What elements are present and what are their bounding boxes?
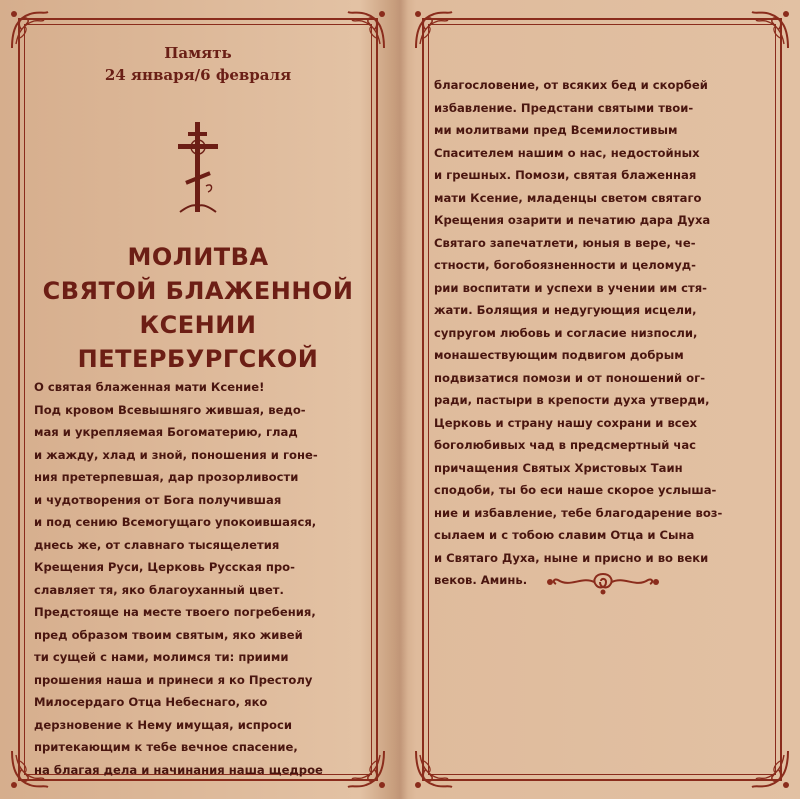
- memory-heading: [8, 42, 388, 86]
- title-line: СВЯТОЙ БЛАЖЕННОЙ: [42, 277, 354, 305]
- orthodox-cross-icon: [174, 120, 222, 216]
- title-line: МОЛИТВА: [127, 243, 269, 271]
- prayer-text-right: благословение, от всяких бед и скорбей избавление. Предстани святыми твои- ми молитвами пред Всемилостивым Спасителем нашим о нас, недостойных и грешных. Помози, святая блаженная мати Ксение, младенцы светом святаго Крещения озарити и печатию дара Духа Святаго запечатлети, юныя в вере, че- стности, богобоязненности и целомуд- рии воспитати и успехи в учении им стя- жати. Болящия и недугующия исцели, супругом любовь и согласие низпосли, монашествующим подвигом добрым подвизатися помози и от поношений ог- ради, пастыри в крепости духа утверди, Церковь и страну нашу сохрани и всех боголюбивых чад в предсмертный час причащения Святых Христовых Таин сподоби, ты бо еси наше скорое услыша- ние и избавление, тебе благодарение воз- сылаем и с тобою славим Отца и Сына и Святаго Духа, ныне и присно и во веки веков. Аминь.: [434, 78, 723, 587]
- left-page: [8, 8, 388, 791]
- scroll-ornament-icon: [546, 568, 660, 596]
- book-gutter: [392, 0, 408, 799]
- prayer-text-left: О святая блаженная мати Ксение! Под кровом Всевышняго жившая, ведо- мая и укрепляемая Богоматерию, глад и жажду, хлад и зной, поношения и гоне- ния претерпевшая, дар прозорливости и чудотворения от Бога получившая и под сению Всемогущаго упокоившаяся, днесь же, от славнаго тысящелетия Крещения Руси, Церковь Русская про- славляет тя, яко благоуханный цвет. Предстояще на месте твоего погребения, пред образом твоим святым, яко живей ти сущей с нами, молимся ти: приими прошения наша и принеси я ко Престолу Милосердаго Отца Небеснаго, яко дерзновение к Нему имущая, испроси притекающим к тебе вечное спасение, на благая дела и начинания наша щедрое: [34, 380, 323, 777]
- memory-label: Память: [164, 44, 232, 62]
- floral-corner-ornament-icon: [748, 8, 792, 52]
- floral-corner-ornament-icon: [748, 747, 792, 791]
- floral-corner-ornament-icon: [412, 8, 456, 52]
- title-line: КСЕНИИ: [139, 311, 257, 339]
- prayer-title: [28, 240, 368, 376]
- floral-corner-ornament-icon: [412, 747, 456, 791]
- memory-dates: 24 января/6 февраля: [104, 66, 292, 84]
- right-page: [412, 8, 792, 791]
- title-line: ПЕТЕРБУРГСКОЙ: [77, 345, 319, 373]
